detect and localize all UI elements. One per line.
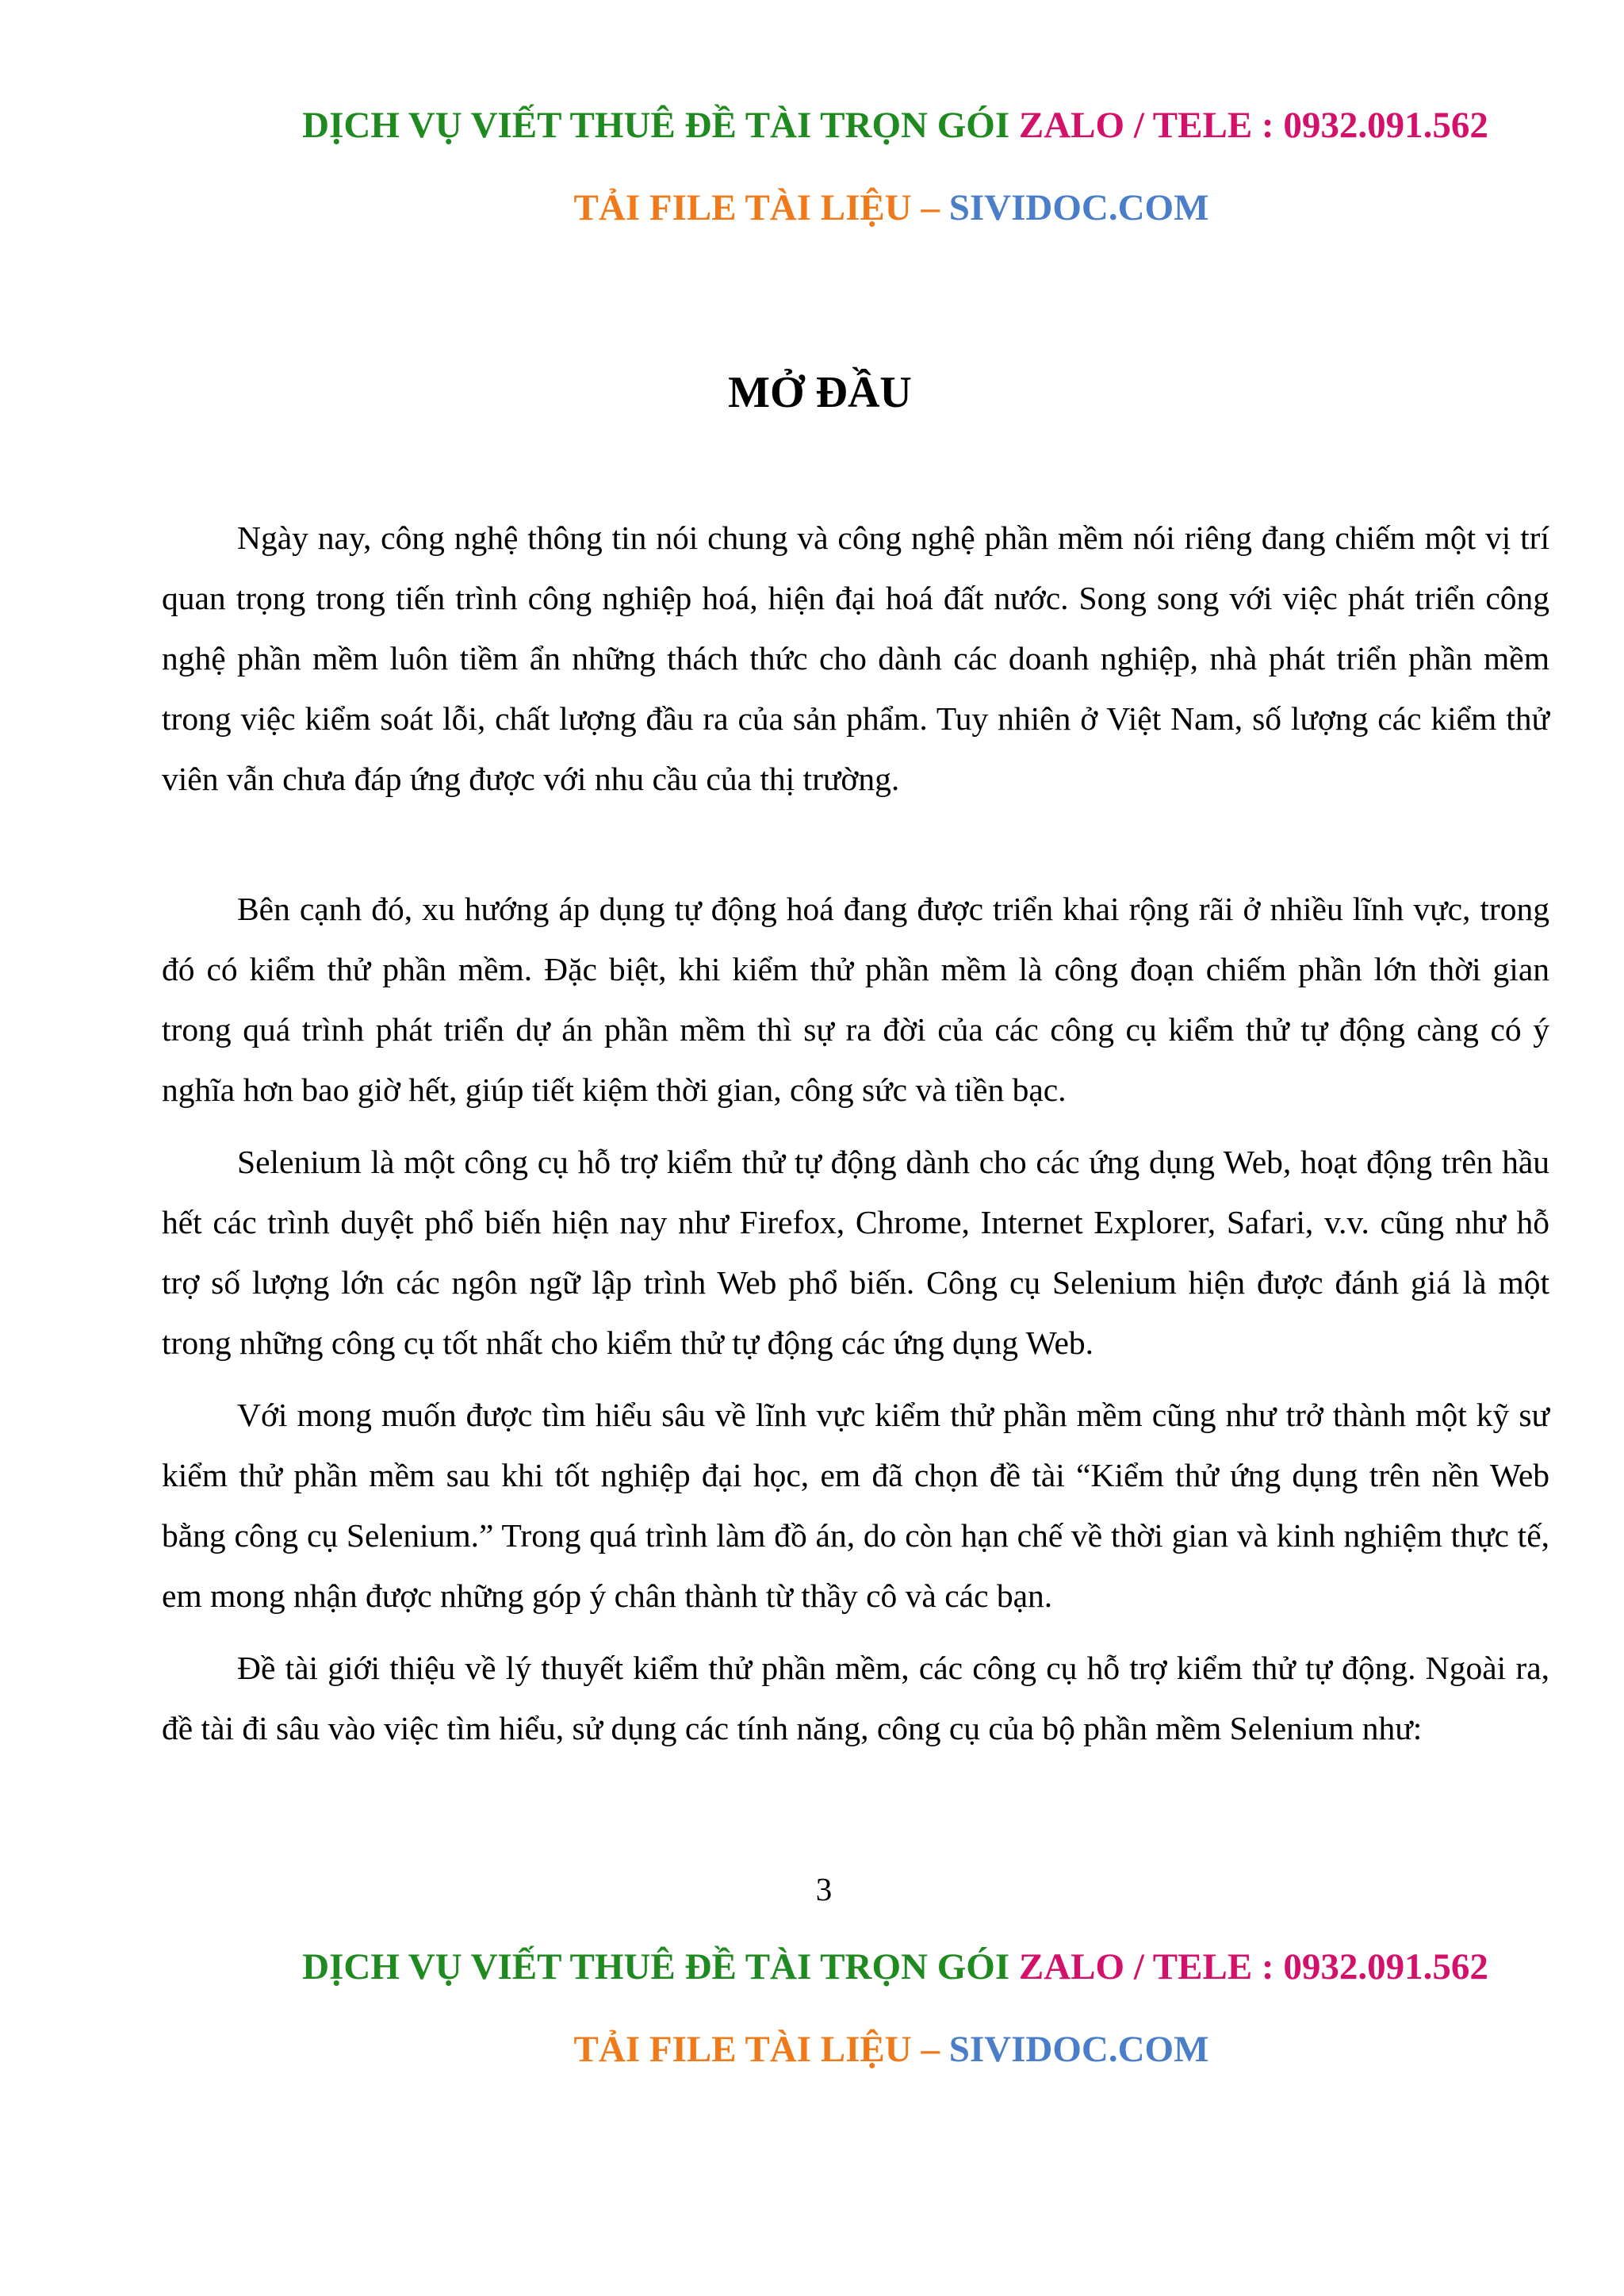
download-text: TẢI FILE TÀI LIỆU – (573, 187, 940, 228)
footer-service-banner (83, 1943, 1624, 1991)
site-link[interactable]: SIVIDOC.COM (948, 2029, 1209, 2070)
download-text: TẢI FILE TÀI LIỆU – (573, 2029, 940, 2070)
contact-text[interactable]: ZALO / TELE : 0932.091.562 (1018, 1946, 1488, 1987)
footer-download-banner (79, 2026, 1624, 2073)
service-text: DỊCH VỤ VIẾT THUÊ ĐỀ TÀI TRỌN GÓI (302, 105, 1010, 146)
service-text: DỊCH VỤ VIẾT THUÊ ĐỀ TÀI TRỌN GÓI (302, 1946, 1010, 1987)
paragraph-1: Ngày nay, công nghệ thông tin nói chung và công nghệ phần mềm nói riêng đang chiếm một vị trí quan trọng trong tiến trình công nghiệp hoá, hiện đại hoá đất nước. Song song với việc phát triển công nghệ phần mềm luôn tiềm ẩn những thách thức cho dành các doanh nghiệp, nhà phát triển phần mềm trong việc kiểm soát lỗi, chất lượng đầu ra của sản phẩm. Tuy nhiên ở Việt Nam, số lượng các kiểm thử viên vẫn chưa đáp ứng được với nhu cầu của thị trường. (162, 519, 1549, 797)
contact-text[interactable]: ZALO / TELE : 0932.091.562 (1018, 105, 1488, 146)
document-body (162, 508, 1549, 1758)
site-link[interactable]: SIVIDOC.COM (948, 187, 1209, 228)
paragraph-5: Đề tài giới thiệu về lý thuyết kiểm thử phần mềm, các công cụ hỗ trợ kiểm thử tự động. Ngoài ra, đề tài đi sâu vào việc tìm hiểu, sử dụng các tính năng, công cụ của bộ phần mềm Selenium như: (162, 1650, 1549, 1746)
header-service-banner (83, 102, 1624, 149)
header-download-banner (79, 184, 1624, 232)
paragraph-2: Bên cạnh đó, xu hướng áp dụng tự động hoá đang được triển khai rộng rãi ở nhiều lĩnh vực, trong đó có kiểm thử phần mềm. Đặc biệt, khi kiểm thử phần mềm là công đoạn chiếm phần lớn thời gian trong quá trình phát triển dự án phần mềm thì sự ra đời của các công cụ kiểm thử tự động càng có ý nghĩa hơn bao giờ hết, giúp tiết kiệm thời gian, công sức và tiền bạc. (162, 891, 1549, 1108)
page-title: MỞ ĐẦU (728, 368, 912, 417)
paragraph-3: Selenium là một công cụ hỗ trợ kiểm thử tự động dành cho các ứng dụng Web, hoạt động trên hầu hết các trình duyệt phổ biến hiện nay như Firefox, Chrome, Internet Explorer, Safari, v.v. cũng như hỗ trợ số lượng lớn các ngôn ngữ lập trình Web phổ biến. Công cụ Selenium hiện được đánh giá là một trong những công cụ tốt nhất cho kiểm thử tự động các ứng dụng Web. (162, 1144, 1549, 1361)
page-number: 3 (815, 1871, 833, 1907)
paragraph-4: Với mong muốn được tìm hiểu sâu về lĩnh vực kiểm thử phần mềm cũng như trở thành một kỹ sư kiểm thử phần mềm sau khi tốt nghiệp đại học, em đã chọn đề tài “Kiểm thử ứng dụng trên nền Web bằng công cụ Selenium.” Trong quá trình làm đồ án, do còn hạn chế về thời gian và kinh nghiệm thực tế, em mong nhận được những góp ý chân thành từ thầy cô và các bạn. (162, 1397, 1549, 1614)
